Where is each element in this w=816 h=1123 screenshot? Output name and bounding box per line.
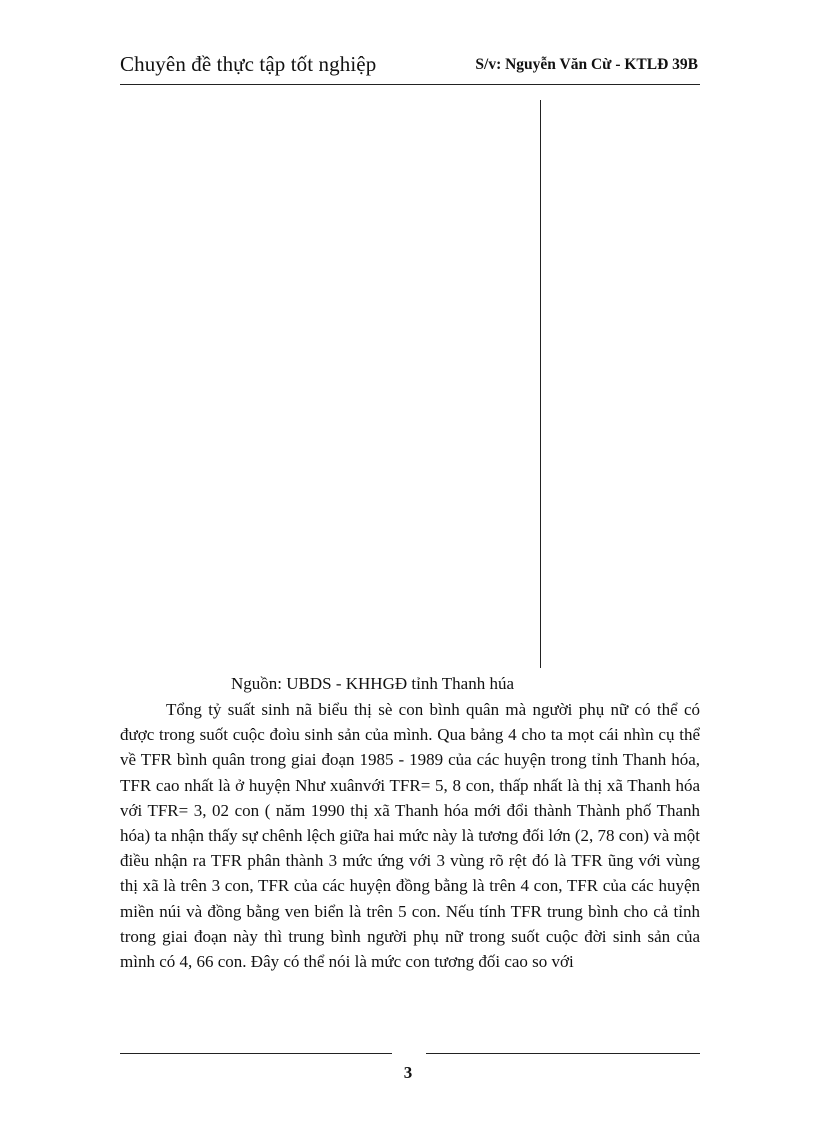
body-paragraph: Tổng tỷ suất sinh nã biểu thị sè con bình quân mà người phụ nữ có thể có được trong suốt cuộc đoìu sinh sản của mình. Qua bảng 4 cho ta mọt cái nhìn cụ thể về TFR bình quân trong giai đoạn 1985 - 1989 của các huyện trong tỉnh Thanh hóa, TFR cao nhất là ở huyện Như xuânvới TFR= 5, 8 con, thấp nhất là thị xã Thanh hóa với TFR= 3, 02 con ( năm 1990 thị xã Thanh hóa mới đổi thành Thành phố Thanh hóa) ta nhận thấy sự chênh lệch giữa hai mức này là tương đối lớn (2, 78 con) và một điều nhận ra TFR phân thành 3 mức ứng với 3 vùng rõ rệt đó là TFR ũng với vùng thị xã là trên 3 con, TFR của các huyện đồng bằng là trên 4 con, TFR của các huyện miền núi và đồng bằng ven biển là trên 5 con. Nếu tính TFR trung bình cho cả tỉnh trong giai đoạn này thì trung bình người phụ nữ trong suốt cuộc đời sinh sản của mình có 4, 66 con. Đây có thể nói là mức con tương đối cao so với (120, 700, 700, 972)
document-title: Chuyên đề thực tập tốt nghiệp (120, 52, 377, 76)
header-divider (120, 84, 700, 85)
author-info: S/v: Nguyễn Văn Cừ - KTLĐ 39B (475, 56, 698, 73)
page-number: 3 (403, 1063, 413, 1082)
page-header (120, 50, 700, 80)
source-note: Nguồn: UBDS - KHHGĐ tỉnh Thanh húa (231, 674, 515, 693)
footer-divider-right (426, 1053, 700, 1054)
footer-divider-left (120, 1053, 392, 1054)
body-text (120, 697, 700, 974)
table-border-line (540, 100, 541, 668)
